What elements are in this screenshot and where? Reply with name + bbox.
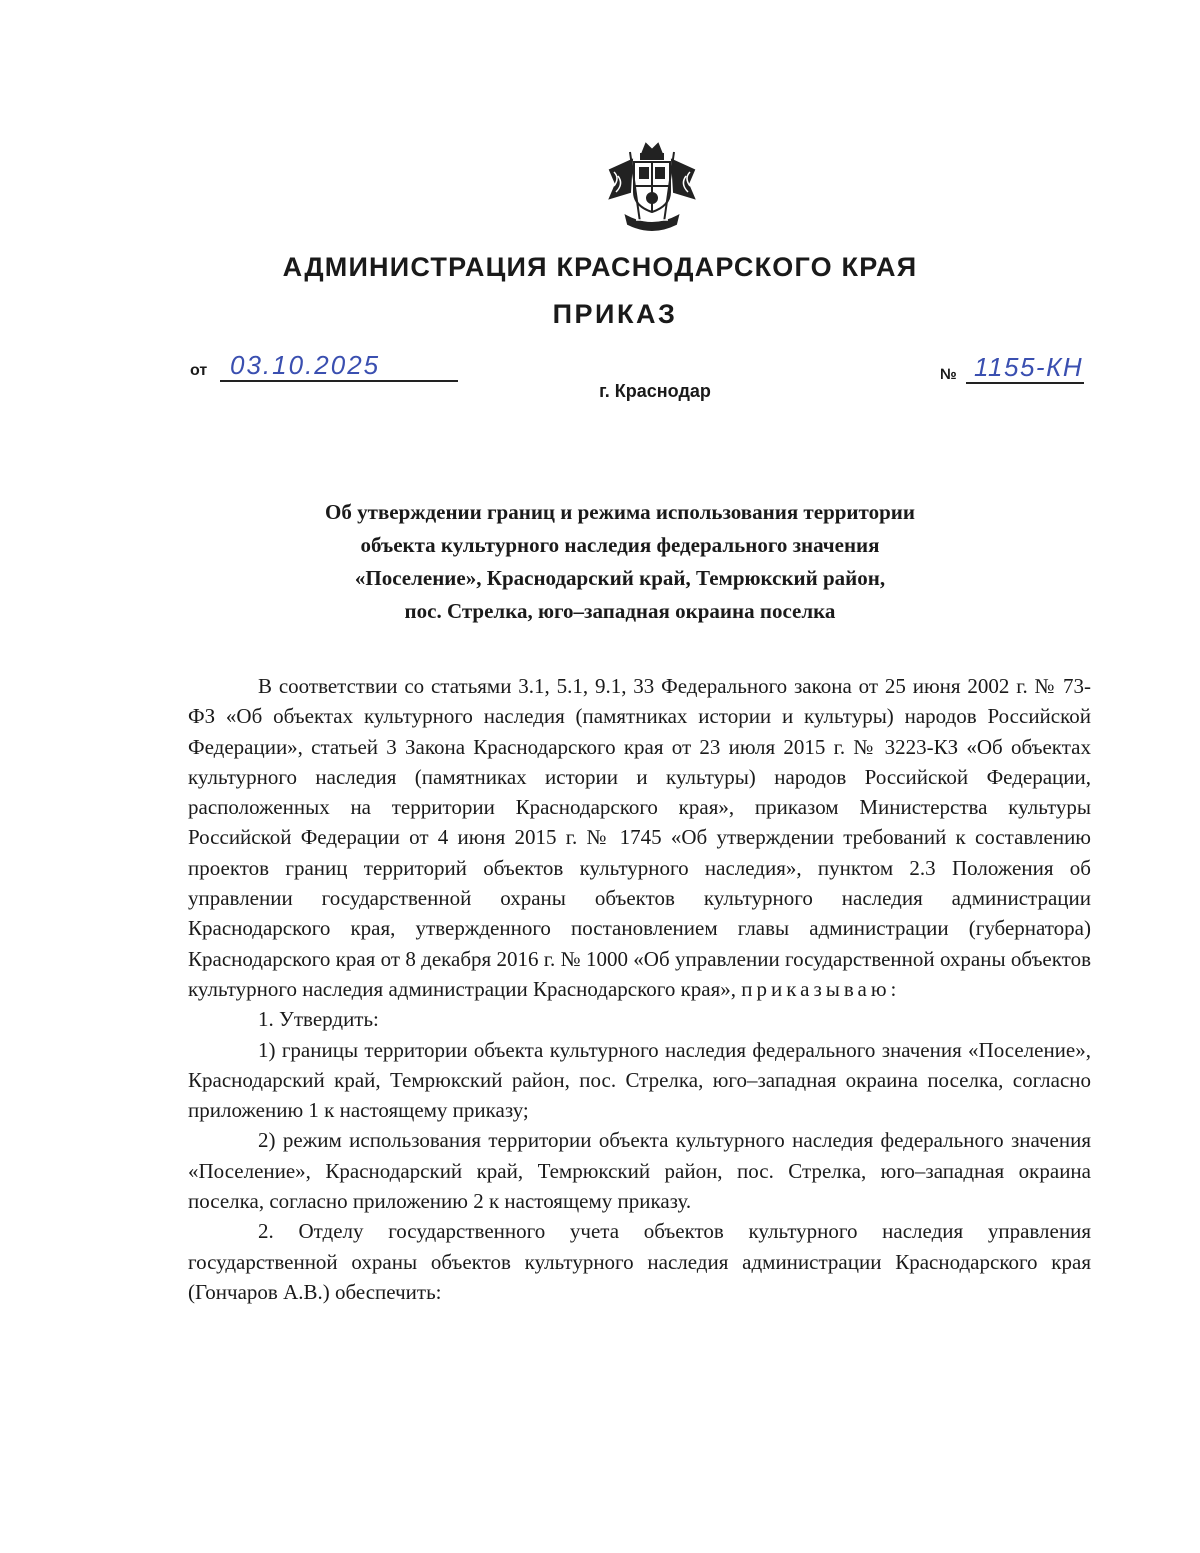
preamble-text: В соответствии со статьями 3.1, 5.1, 9.1, 33 Федерального закона от 25 июня 2002 г. № 73-ФЗ «Об объектах культурного наследия (памятниках истории и культуры) народов Российской Федерации», статьей 3 Закона Краснодарского края от 23 июля 2015 г. № 3223-КЗ «Об объектах культурного наследия (памятниках истории и культуры) народов Российской Федерации, расположенных на территории Краснодарского края», приказом Министерства культуры Российской Федерации от 4 июня 2015 г. № 1745 «Об утверждении требований к составлению проектов границ территорий объектов культурного наследия», пунктом 2.3 Положения об управлении государственной охраны объектов культурного наследия администрации Краснодарского края, утвержденного постановлением главы администрации (губернатора) Краснодарского края от 8 декабря 2016 г. № 1000 «Об управлении государственной охраны объектов культурного наследия администрации Краснодарского края», <box>188 674 1091 1001</box>
organization-title: АДМИНИСТРАЦИЯ КРАСНОДАРСКОГО КРАЯ <box>282 252 918 282</box>
order-word: приказываю: <box>741 976 901 1001</box>
number-handwritten-value: 1155-КН <box>974 352 1084 382</box>
item-1-1-paragraph: 1) границы территории объекта культурного наследия федерального значения «Поселение», Краснодарский край, Темрюкский район, пос. Стрелка, юго–западная окраина поселка, согласно приложению 1 к настоящему приказу; <box>188 1037 1091 1123</box>
item-2-paragraph: 2. Отделу государственного учета объектов культурного наследия управления государственной охраны объектов культурного наследия администрации Краснодарского края (Гончаров А.В.) обеспечить: <box>188 1219 1091 1304</box>
date-label: от <box>190 362 208 379</box>
subject-line: Об утверждении границ и режима использования территории <box>325 500 915 524</box>
order-body <box>188 671 1091 1307</box>
subject-line: «Поселение», Краснодарский край, Темрюкский район, <box>354 566 886 590</box>
subject-line: пос. Стрелка, юго–западная окраина поселка <box>404 599 836 623</box>
date-handwritten-value: 03.10.2025 <box>230 350 381 380</box>
preamble-paragraph <box>188 671 1091 1004</box>
item-1-2-paragraph: 2) режим использования территории объекта культурного наследия федерального значения «Поселение», Краснодарский край, Темрюкский район, пос. Стрелка, юго–западная окраина поселка, согласно приложению 2 к настоящему приказу. <box>188 1128 1091 1214</box>
number-label: № <box>940 366 957 383</box>
document-type-title: ПРИКАЗ <box>552 299 678 329</box>
subject-line: объекта культурного наследия федерального значения <box>360 533 880 557</box>
city-line: г. Краснодар <box>599 381 711 401</box>
order-subject <box>200 496 1040 628</box>
item-1-paragraph: 1. Утвердить: <box>258 1007 379 1032</box>
coat-of-arms-emblem <box>606 140 698 235</box>
